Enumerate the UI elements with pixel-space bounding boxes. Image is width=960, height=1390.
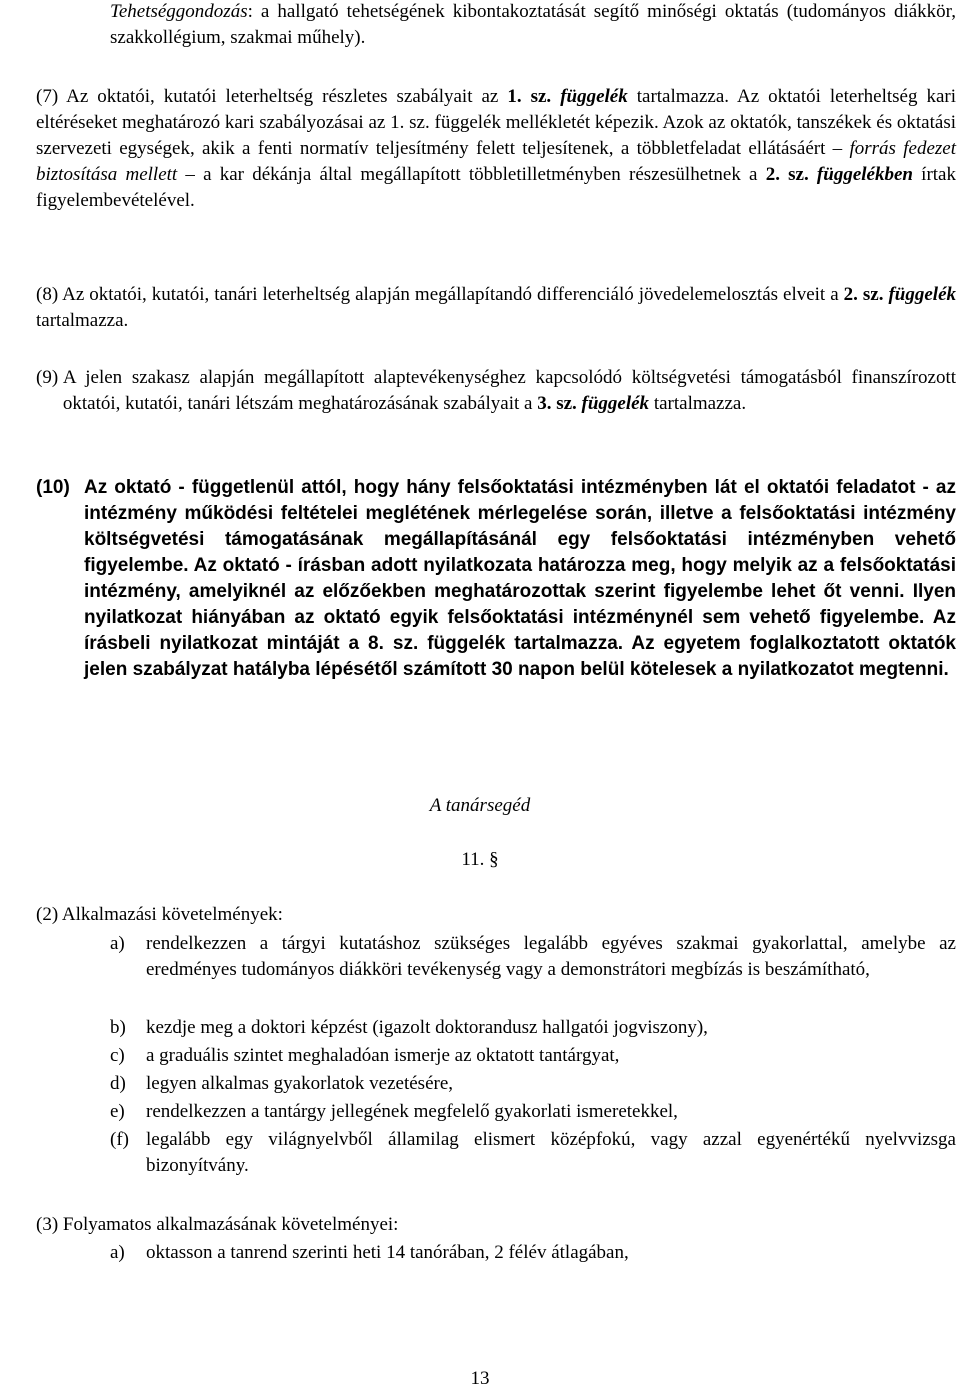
paragraph-2-intro: (2) Alkalmazási követelmények: [36, 904, 283, 925]
paragraph-7 [36, 84, 956, 214]
list-item [110, 1099, 956, 1125]
list-marker: a) [110, 1242, 125, 1263]
p7-text-2: tartalmazza. Az oktatói leterheltség kari eltéréseket meghatározó kari szabályozásai az 1. sz. függelék mellékletét képezik. Azok az oktatók, tanszékek és oktatási szervezeti egységek, akik a fenti normatív teljesítmény felett teljesítenek, a többletfeladat ellátásáért – [36, 86, 957, 159]
p7-text-1: (7) Az oktatói, kutatói leterheltség részletes szabályait az [36, 86, 508, 107]
paragraph-10 [36, 475, 956, 683]
p7-ref-2-appendix: függelékben [816, 164, 913, 185]
p7-ref-1: 1. sz. [507, 86, 552, 107]
list-item [110, 1043, 956, 1069]
list-item [110, 1127, 956, 1179]
paragraph-8 [36, 282, 956, 334]
p8-ref: 2. sz. [843, 284, 884, 305]
list-text: legyen alkalmas gyakorlatok vezetésére, [146, 1073, 454, 1094]
list-item [110, 1071, 956, 1097]
p9-text-1: A jelen szakasz alapján megállapított alaptevékenységhez kapcsolódó költségvetési támogatásból finanszírozott oktatói, kutatói, tanári létszám meghatározásának szabályait a [62, 367, 956, 414]
list-item [110, 1015, 956, 1041]
page-number: 13 [470, 1368, 490, 1389]
p9-ref: 3. sz. [537, 393, 577, 414]
section-title: A tanársegéd [429, 795, 531, 816]
p7-text-4: írtak figyelembevételével. [36, 164, 956, 211]
list-marker: d) [110, 1073, 126, 1094]
paragraph-9 [36, 365, 956, 417]
p7-ref-1-appendix: függelék [560, 86, 628, 107]
p10-number: (10) [36, 477, 70, 498]
list-text: rendelkezzen a tantárgy jellegének megfelelő gyakorlati ismeretekkel, [146, 1101, 678, 1122]
p10-body: Az oktató - függetlenül attól, hogy hány felsőoktatási intézményben lát el oktatói feladatot - az intézmény működési feltételei meglétének mérlegelése során, illetve a felsőoktatási intézmény költségvetési támogatásának megállapításánál egy felsőoktatási intézményben vehető figyelembe. Az oktató - írásban adott nyilatkozata határozza meg, hogy melyik az a felsőoktatási intézmény, amelyiknél az előzőekben meghatározottak szerint figyelembe lehet őt venni. Ilyen nyilatkozat hiányában az oktató egyik felsőoktatási intézménynél sem vehető figyelembe. Az írásbeli nyilatkozat mintáját a 8. sz. függelék tartalmazza. Az egyetem foglalkoztatott oktatók jelen szabályzat hatályba lépésétől számított 30 napon belül kötelesek a nyilatkozatot megtenni. [84, 477, 956, 680]
list-marker: e) [110, 1101, 125, 1122]
list-marker: c) [110, 1045, 125, 1066]
list-marker: a) [110, 933, 125, 954]
list-text: a graduális szintet meghaladóan ismerje az oktatott tantárgyat, [146, 1045, 620, 1066]
term-label: Tehetséggondozás [110, 1, 248, 22]
section-number: 11. § [461, 849, 499, 870]
p8-text-1: (8) Az oktatói, kutatói, tanári leterheltség alapján megállapítandó differenciáló jövedelemelosztás elveit a [36, 284, 844, 305]
term-definition: : a hallgató tehetségének kibontakoztatását segítő minőségi oktatás (tudományos diákkör, szakkollégium, szakmai műhely). [110, 1, 956, 48]
list-text: rendelkezzen a tárgyi kutatáshoz szükséges legalább egyéves szakmai gyakorlattal, amelybe az eredményes tudományos diákköri tevékenység vagy a demonstrátori megbízás is beszámítható, [146, 933, 956, 980]
p9-number: (9) [36, 367, 63, 388]
list-text: kezdje meg a doktori képzést (igazolt doktorandusz hallgatói jogviszony), [146, 1017, 708, 1038]
p9-ref-appendix: függelék [581, 393, 650, 414]
list-item [110, 1240, 956, 1266]
p7-ref-2: 2. sz. [765, 164, 809, 185]
list-marker: (f) [110, 1129, 129, 1150]
list-text: oktasson a tanrend szerinti heti 14 tanórában, 2 félév átlagában, [146, 1242, 629, 1263]
p7-italic-note: forrás fedezet biztosítása mellett [36, 138, 956, 185]
p7-text-3: – a kar dékánja által megállapított többletilletményben részesülhetnek a [177, 164, 766, 185]
paragraph-talent [110, 0, 956, 51]
p7-space-2 [809, 164, 817, 185]
paragraph-3-intro: (3) Folyamatos alkalmazásának követelményei: [36, 1214, 399, 1235]
list-marker: b) [110, 1017, 126, 1038]
list-item [110, 931, 956, 983]
p9-body [63, 365, 956, 417]
p9-text-2: tartalmazza. [649, 393, 747, 414]
p8-text-2: tartalmazza. [36, 310, 129, 331]
p7-space-1 [551, 86, 560, 107]
list-text: legalább egy világnyelvből államilag elismert középfokú, vagy azzal egyenértékű nyelvvizsga bizonyítvány. [146, 1129, 956, 1176]
p8-ref-appendix: függelék [888, 284, 957, 305]
